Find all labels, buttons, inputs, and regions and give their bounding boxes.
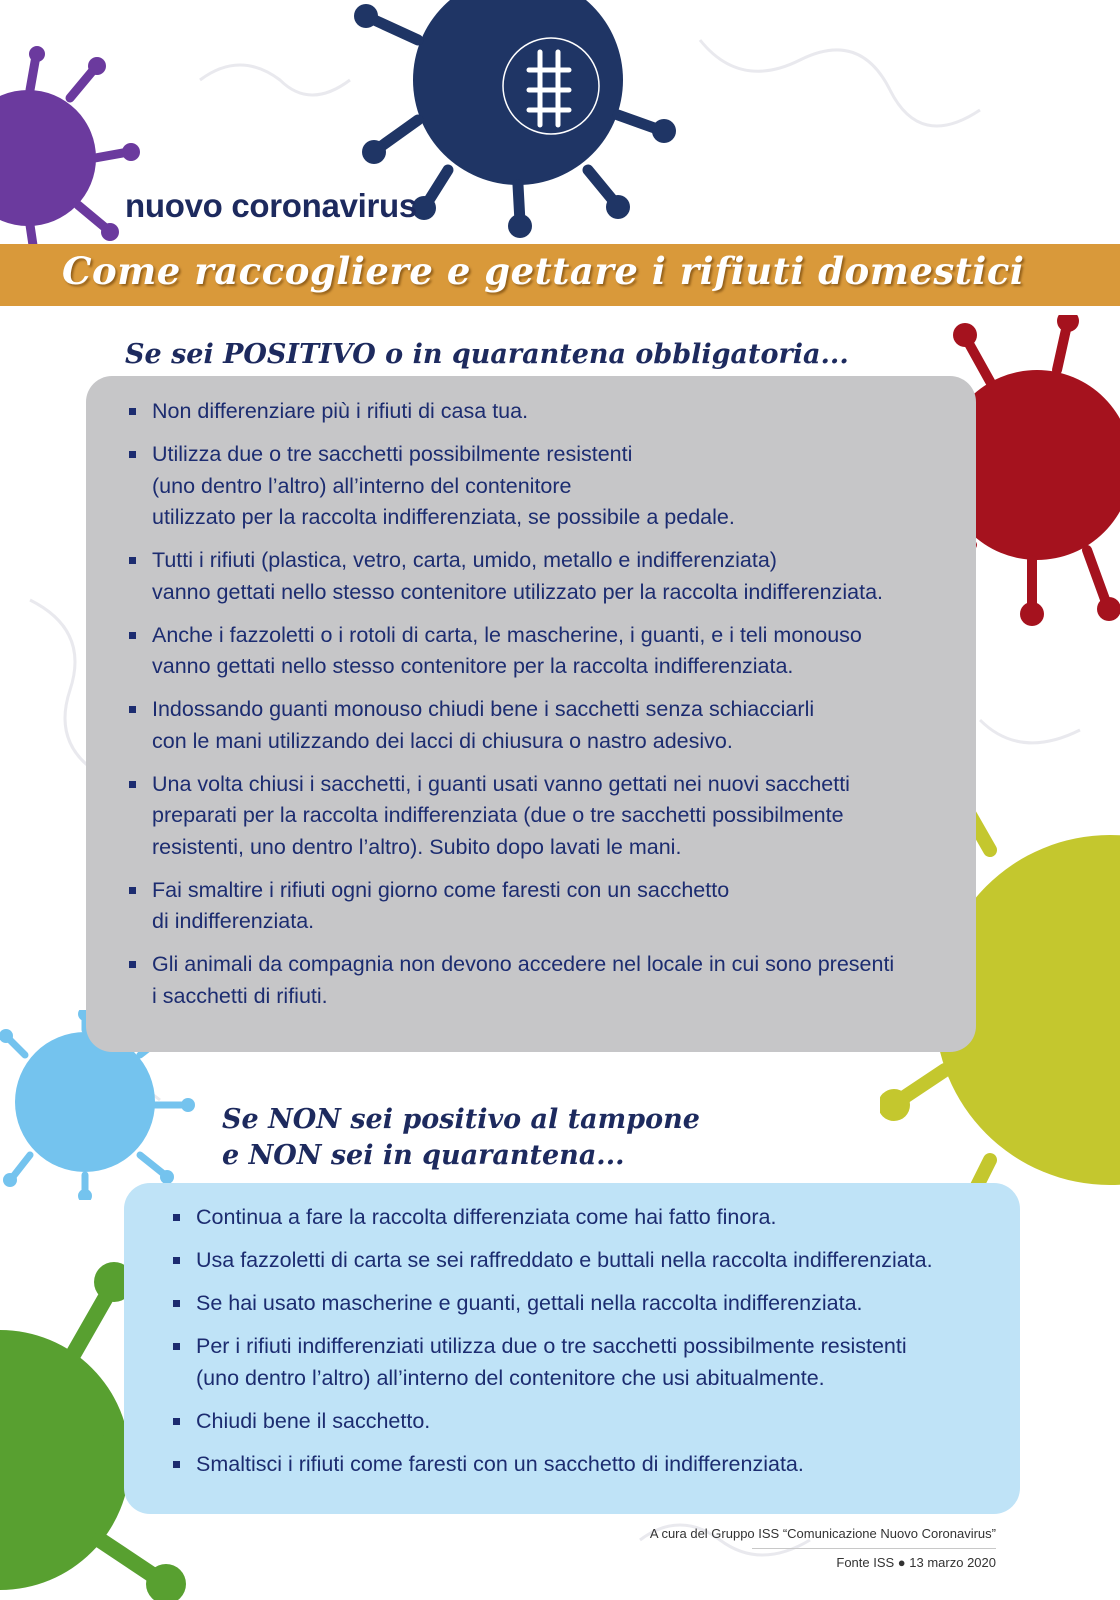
- virus-purple-icon: [0, 40, 140, 260]
- list-item-line: Una volta chiusi i sacchetti, i guanti usati vanno gettati nei nuovi sacchetti: [152, 771, 850, 796]
- source-text: Fonte ISS ● 13 marzo 2020: [836, 1555, 996, 1570]
- list-item-line: utilizzato per la raccolta indifferenziata, se possibile a pedale.: [152, 505, 735, 529]
- list-item: [127, 875, 894, 938]
- positive-list: [127, 396, 894, 1024]
- footer-divider: [752, 1548, 996, 1549]
- list-item-line: di indifferenziata.: [152, 909, 315, 933]
- list-item-line: con le mani utilizzando dei lacci di chiusura o nastro adesivo.: [152, 728, 733, 753]
- supertitle: nuovo coronavirus: [125, 187, 417, 224]
- list-item-line: Indossando guanti monouso chiudi bene i sacchetti senza schiacciarli: [152, 697, 815, 721]
- negative-list: [171, 1202, 933, 1492]
- list-item: [127, 694, 894, 757]
- credit-text: A cura del Gruppo ISS “Comunicazione Nuovo Coronavirus”: [649, 1526, 996, 1541]
- list-item-line: i sacchetti di rifiuti.: [152, 983, 328, 1008]
- list-item-line: Gli animali da compagnia non devono accedere nel locale in cui sono presenti: [152, 952, 895, 976]
- list-item-line: vanno gettati nello stesso contenitore utilizzato per la raccolta indifferenziata.: [152, 579, 884, 604]
- list-item-line: Utilizza due o tre sacchetti possibilmente resistenti: [152, 442, 633, 466]
- list-item: [171, 1406, 933, 1438]
- list-item-line: Tutti i rifiuti (plastica, vetro, carta, umido, metallo e indifferenziata): [152, 548, 777, 572]
- list-item: [127, 769, 894, 864]
- list-item-line: vanno gettati nello stesso contenitore per la raccolta indifferenziata.: [152, 654, 794, 678]
- list-item: [171, 1331, 933, 1394]
- list-item-line: Per i rifiuti indifferenziati utilizza due o tre sacchetti possibilmente resistenti: [196, 1334, 907, 1358]
- iss-logo-seal-icon: [495, 32, 615, 142]
- list-item-line: Fai smaltire i rifiuti ogni giorno come faresti con un sacchetto: [152, 877, 730, 902]
- list-item: [127, 545, 894, 608]
- list-item-line: Smaltisci i rifiuti come faresti con un sacchetto di indifferenziata.: [196, 1451, 804, 1476]
- list-item-line: Continua a fare la raccolta differenziata come hai fatto finora.: [196, 1205, 777, 1229]
- list-item-line: Se hai usato mascherine e guanti, gettali nella raccolta indifferenziata.: [196, 1291, 863, 1315]
- list-item: [127, 949, 894, 1012]
- list-item-line: preparati per la raccolta indifferenziata (due o tre sacchetti possibilmente: [152, 803, 844, 827]
- list-item: [171, 1449, 933, 1481]
- list-item-line: (uno dentro l’altro) all’interno del contenitore: [152, 473, 572, 498]
- list-item-line: Anche i fazzoletti o i rotoli di carta, le mascherine, i guanti, e i teli monouso: [152, 622, 862, 647]
- section-negative-heading-line2: e NON sei in quarantena...: [222, 1140, 625, 1171]
- list-item: [127, 439, 894, 534]
- list-item: [171, 1245, 933, 1277]
- section-negative-heading-line1: Se NON sei positivo al tampone: [222, 1104, 700, 1135]
- list-item: [127, 620, 894, 683]
- list-item-line: Chiudi bene il sacchetto.: [196, 1408, 431, 1433]
- page-title: Come raccogliere e gettare i rifiuti domestici: [62, 249, 1025, 293]
- list-item-line: resistenti, uno dentro l’altro). Subito dopo lavati le mani.: [152, 834, 682, 859]
- list-item-line: (uno dentro l’altro) all’interno del contenitore che usi abitualmente.: [196, 1365, 825, 1390]
- list-item: [171, 1202, 933, 1234]
- list-item-line: Non differenziare più i rifiuti di casa tua.: [152, 399, 529, 423]
- list-item: [171, 1288, 933, 1320]
- section-positive-heading: Se sei POSITIVO o in quarantena obbligatoria...: [125, 339, 849, 370]
- section-negative-heading: [222, 1102, 700, 1174]
- list-item-line: Usa fazzoletti di carta se sei raffreddato e buttali nella raccolta indifferenziata.: [196, 1248, 933, 1272]
- list-item: [127, 396, 894, 428]
